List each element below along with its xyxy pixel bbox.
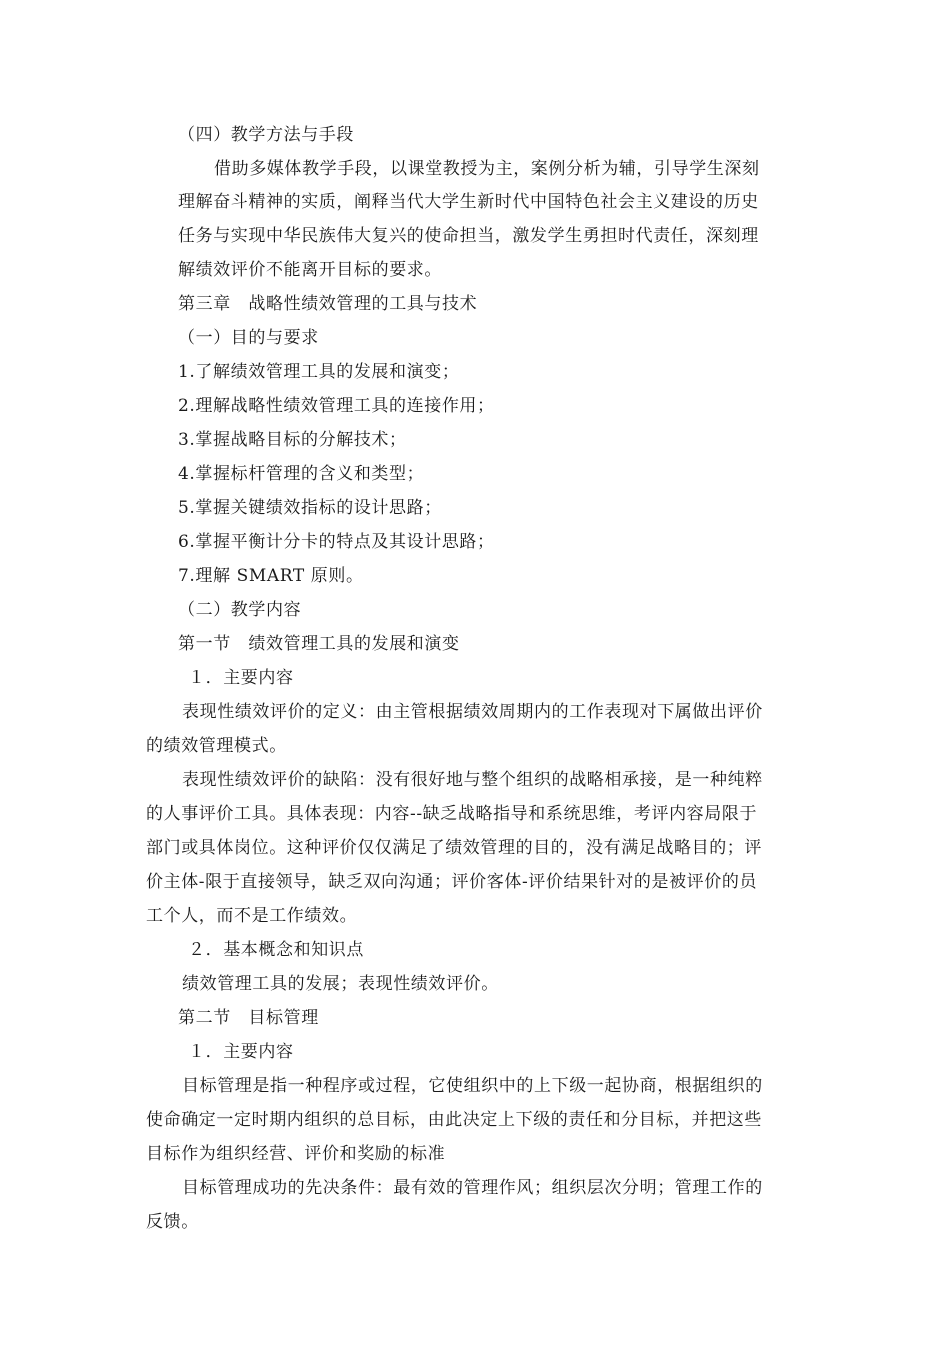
list-item: 2.理解战略性绩效管理工具的连接作用； — [178, 396, 495, 416]
paragraph-line: 绩效管理工具的发展；表现性绩效评价。 — [182, 974, 499, 994]
list-item: 1.了解绩效管理工具的发展和演变； — [178, 362, 460, 382]
paragraph-line: 借助多媒体教学手段，以课堂教授为主，案例分析为辅，引导学生深刻 — [214, 159, 760, 179]
paragraph-line: 目标管理成功的先决条件：最有效的管理作风；组织层次分明；管理工作的 — [182, 1178, 763, 1198]
list-item: 6.掌握平衡计分卡的特点及其设计思路； — [178, 532, 495, 552]
subsection-title: 第二节 目标管理 — [178, 1008, 319, 1028]
paragraph-line: 目标管理是指一种程序或过程，它使组织中的上下级一起协商，根据组织的 — [182, 1076, 763, 1096]
paragraph-line: 工个人，而不是工作绩效。 — [146, 906, 358, 926]
numbered-heading: １．主要内容 — [188, 1042, 294, 1062]
paragraph-line: 的人事评价工具。具体表现：内容--缺乏战略指导和系统思维，考评内容局限于 — [146, 804, 758, 824]
numbered-heading: １．主要内容 — [188, 668, 294, 688]
subsection-title: 第一节 绩效管理工具的发展和演变 — [178, 634, 460, 654]
paragraph-line: 反馈。 — [146, 1212, 199, 1232]
paragraph-line: 任务与实现中华民族伟大复兴的使命担当，激发学生勇担时代责任，深刻理 — [178, 226, 759, 246]
list-item: 7.理解 SMART 原则。 — [178, 566, 364, 586]
list-item: 5.掌握关键绩效指标的设计思路； — [178, 498, 442, 518]
section-heading-content: （二）教学内容 — [178, 600, 302, 620]
paragraph-line: 价主体-限于直接领导，缺乏双向沟通；评价客体-评价结果针对的是被评价的员 — [146, 872, 758, 892]
paragraph-line: 的绩效管理模式。 — [146, 736, 287, 756]
paragraph-line: 表现性绩效评价的定义：由主管根据绩效周期内的工作表现对下属做出评价 — [182, 702, 763, 722]
paragraph-line: 表现性绩效评价的缺陷：没有很好地与整个组织的战略相承接，是一种纯粹 — [182, 770, 763, 790]
paragraph-line: 理解奋斗精神的实质，阐释当代大学生新时代中国特色社会主义建设的历史 — [178, 192, 759, 212]
paragraph-line: 部门或具体岗位。这种评价仅仅满足了绩效管理的目的，没有满足战略目的；评 — [146, 838, 762, 858]
section-heading-objectives: （一）目的与要求 — [178, 328, 319, 348]
section-heading-teaching-methods: （四）教学方法与手段 — [178, 125, 354, 145]
list-item: 4.掌握标杆管理的含义和类型； — [178, 464, 425, 484]
paragraph-line: 目标作为组织经营、评价和奖励的标准 — [146, 1144, 446, 1164]
paragraph-line: 使命确定一定时期内组织的总目标，由此决定上下级的责任和分目标，并把这些 — [146, 1110, 762, 1130]
chapter-title: 第三章 战略性绩效管理的工具与技术 — [178, 294, 478, 314]
numbered-heading: ２．基本概念和知识点 — [188, 940, 364, 960]
paragraph-line: 解绩效评价不能离开目标的要求。 — [178, 260, 442, 280]
list-item: 3.掌握战略目标的分解技术； — [178, 430, 407, 450]
